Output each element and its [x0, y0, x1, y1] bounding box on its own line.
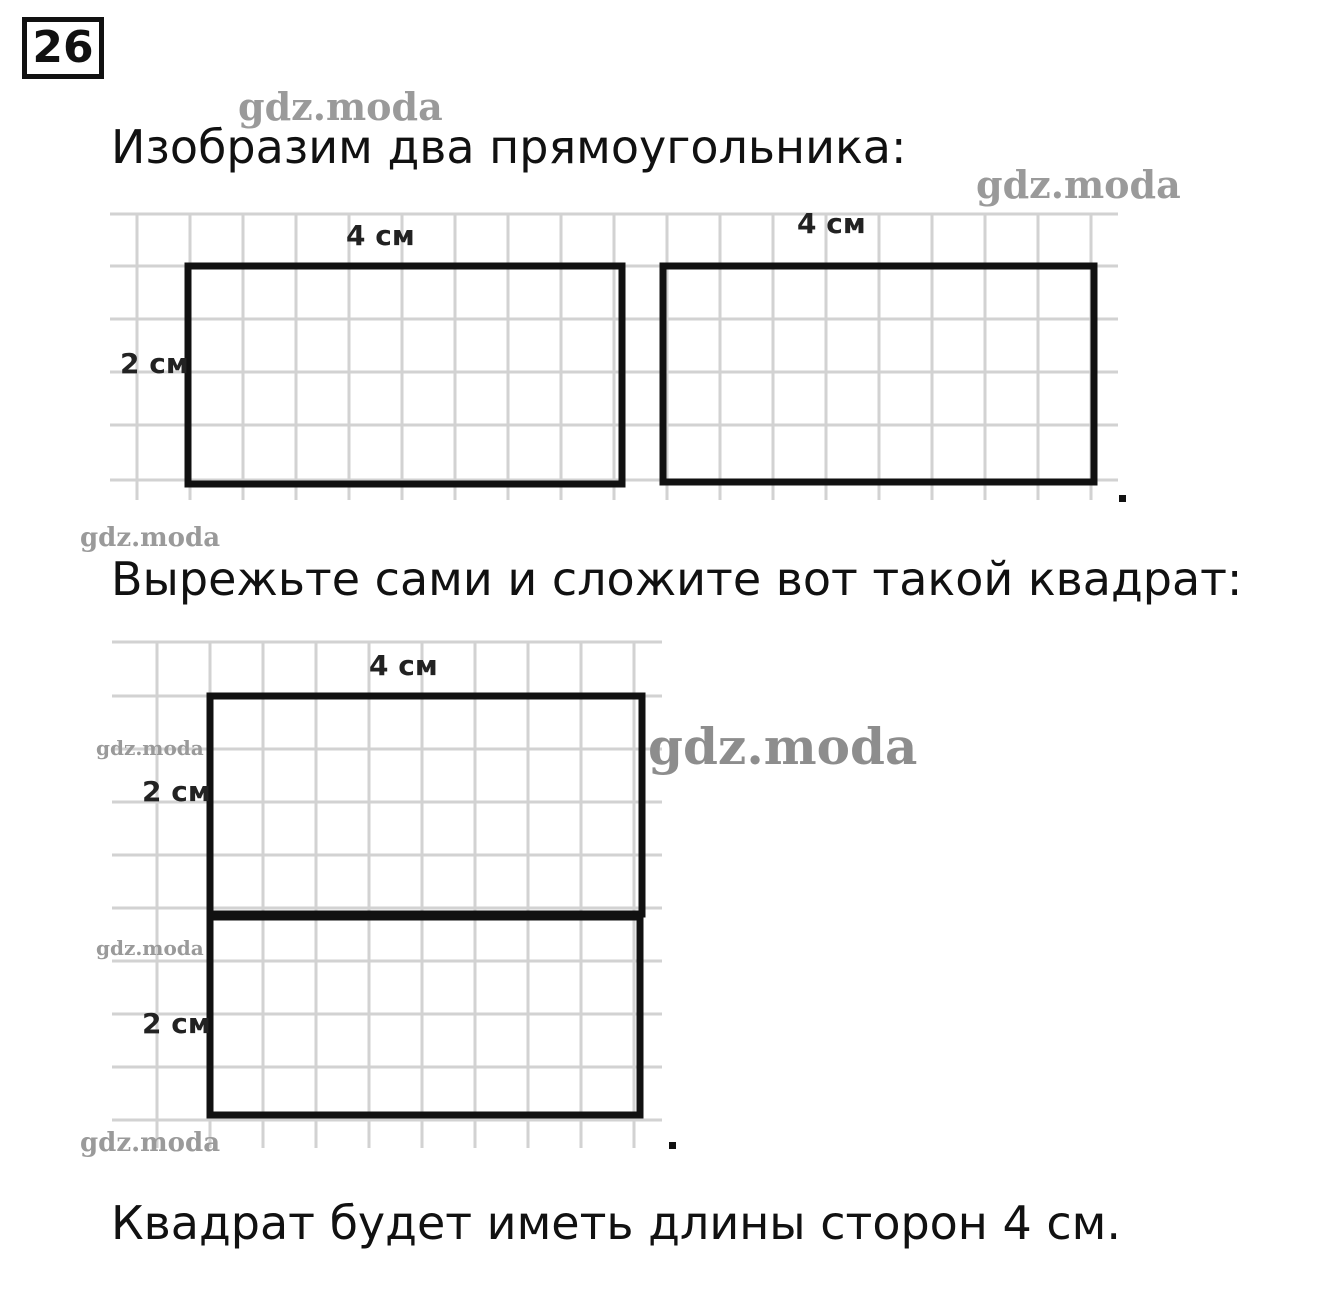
watermark-gdz-moda: gdz.moda [80, 523, 221, 553]
square-upper-rectangle [210, 696, 642, 914]
figure2-period [669, 1142, 676, 1149]
watermark-gdz-moda: gdz.moda [80, 1128, 221, 1158]
instruction-text: Вырежьте сами и сложите вот такой квадрат: [111, 552, 1243, 606]
grid-lines-figure-2 [112, 642, 662, 1148]
intro-text: Изобразим два прямоугольника: [111, 120, 907, 174]
rect1-width-label: 4 см [346, 219, 415, 252]
rect2-width-label: 4 см [797, 207, 866, 240]
watermark-gdz-moda: gdz.moda [96, 736, 204, 760]
grid-lines-figure-1 [110, 214, 1118, 500]
square-upper-height-label: 2 см [142, 775, 211, 808]
rectangle-1 [188, 266, 622, 484]
task-number: 26 [22, 17, 104, 79]
rect1-height-label: 2 см [120, 347, 189, 380]
watermark-gdz-moda: gdz.moda [648, 717, 918, 776]
figure1-period [1119, 495, 1126, 502]
square-lower-height-label: 2 см [142, 1007, 211, 1040]
square-lower-rectangle [210, 917, 640, 1115]
watermark-gdz-moda: gdz.moda [976, 162, 1181, 207]
conclusion-text: Квадрат будет иметь длины сторон 4 см. [111, 1196, 1122, 1250]
watermark-gdz-moda: gdz.moda [238, 84, 443, 129]
square-width-label: 4 см [369, 649, 438, 682]
watermark-gdz-moda: gdz.moda [96, 936, 204, 960]
